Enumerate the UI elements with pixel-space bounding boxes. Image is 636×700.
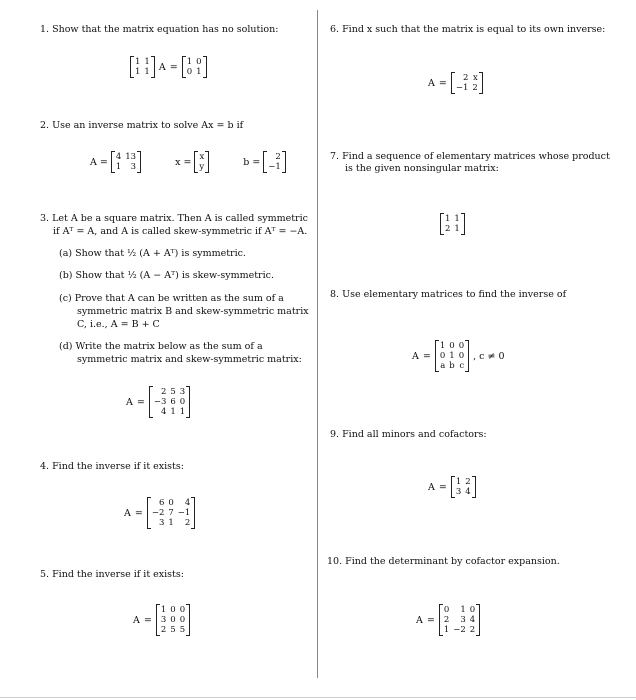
problem-2-text: 2. Use an inverse matrix to solve Ax = b if: [40, 120, 244, 131]
matrix-entry: 2: [462, 73, 469, 83]
problem-5-text: 5. Find the inverse if it exists:: [40, 569, 184, 580]
matrix-entry: 4: [184, 498, 191, 508]
matrix-entry: 2: [445, 224, 451, 234]
matrix-entry: −2: [453, 625, 466, 635]
matrix-entry: 0: [170, 605, 176, 615]
matrix-entry: 1: [170, 407, 176, 417]
problem-3d: (d) Write the matrix below as the sum of a: [59, 341, 263, 352]
problem-3-matrix: [126, 386, 190, 418]
problem-4-text: 4. Find the inverse if it exists:: [40, 461, 184, 472]
var-x: x: [175, 156, 181, 168]
problem-3c-line2: symmetric matrix B and skew-symmetric matrix: [77, 306, 309, 317]
matrix-entry: −1: [455, 83, 469, 93]
bracket-right: [465, 340, 469, 372]
problem-1-text: 1. Show that the matrix equation has no solution:: [40, 24, 279, 35]
matrix-entry: 1: [439, 341, 446, 351]
equals: =: [169, 61, 178, 73]
matrix-entry: 6: [170, 397, 176, 407]
problem-6-text: 6. Find x such that the matrix is equal to its own inverse:: [330, 24, 606, 35]
bracket-right: [476, 604, 480, 636]
bracket-right: [186, 386, 190, 418]
matrix-entry: −2: [151, 508, 165, 518]
matrix-entry: −1: [177, 508, 191, 518]
bracket-right: [137, 151, 141, 173]
var-A: A: [416, 614, 423, 626]
matrix-entry: c: [459, 361, 465, 371]
problem-7-text-line2: is the given nonsingular matrix:: [345, 163, 499, 174]
problem-3d-line2: symmetric matrix and skew-symmetric matrix:: [77, 354, 302, 365]
matrix-entry: y: [199, 162, 205, 172]
problem-3c-line3: C, i.e., A = B + C: [77, 319, 160, 330]
matrix: [435, 340, 469, 372]
equals: =: [426, 614, 435, 626]
matrix: [149, 386, 190, 418]
matrix-entry: 0: [179, 605, 186, 615]
matrix-entry: 2: [160, 625, 167, 635]
bracket-right: [479, 72, 483, 94]
matrix-entry: 2: [160, 387, 167, 397]
problem-8-matrix: [412, 340, 505, 372]
var-A: A: [428, 481, 435, 493]
matrix-entry: 0: [439, 351, 446, 361]
equals: =: [143, 614, 152, 626]
problem-7-text: 7. Find a sequence of elementary matrices whose product: [330, 151, 610, 162]
matrix-entry: 3: [179, 387, 186, 397]
matrix-entry: 7: [168, 508, 174, 518]
problem-1-equation: [130, 56, 207, 78]
problem-2-equations: [90, 151, 286, 173]
matrix-entry: 0: [449, 341, 455, 351]
matrix-entry: 2: [469, 625, 476, 635]
matrix-entry: 6: [158, 498, 165, 508]
matrix: [451, 72, 483, 94]
problem-4-matrix: [124, 497, 195, 529]
matrix-entry: 1: [160, 605, 167, 615]
bracket-right: [282, 151, 286, 173]
problem-9-text: 9. Find all minors and cofactors:: [330, 429, 487, 440]
var-A: A: [90, 156, 97, 168]
matrix-entry: 0: [168, 498, 174, 508]
matrix-entry: 0: [458, 341, 465, 351]
matrix-entry: 1: [135, 57, 141, 67]
matrix-entry: 1: [445, 214, 451, 224]
var-A: A: [428, 77, 435, 89]
problem-7-matrix: [440, 213, 465, 235]
matrix-entry: 3: [160, 615, 167, 625]
matrix-entry: 1: [443, 625, 450, 635]
matrix-entry: 3: [455, 487, 462, 497]
problem-3c: (c) Prove that A can be written as the sum of a: [59, 293, 284, 304]
matrix: [147, 497, 195, 529]
matrix-entry: 1: [454, 214, 460, 224]
page-bottom-rule: [0, 697, 636, 698]
column-divider: [317, 10, 318, 678]
matrix-entry: 2: [443, 615, 450, 625]
var-A: A: [124, 507, 131, 519]
matrix-entry: 1: [179, 407, 186, 417]
bracket-right: [472, 476, 476, 498]
condition: , c ≠ 0: [473, 350, 505, 362]
matrix-entry: −3: [153, 397, 167, 407]
matrix-entry: 3: [158, 518, 165, 528]
problem-3-text-line2: if Aᵀ = A, and A is called skew-symmetric if Aᵀ = −A.: [53, 226, 308, 237]
bracket-right: [151, 56, 155, 78]
matrix-entry: 1: [449, 351, 455, 361]
matrix-entry: 1: [196, 67, 202, 77]
equals: =: [134, 507, 143, 519]
problem-3a: (a) Show that ½ (A + Aᵀ) is symmetric.: [59, 248, 246, 259]
matrix-entry: 1: [186, 57, 193, 67]
problem-10-matrix: [416, 604, 480, 636]
equals: =: [438, 77, 447, 89]
matrix-entry: 1: [455, 477, 462, 487]
matrix-entry: 2: [465, 477, 471, 487]
matrix-entry: 0: [170, 615, 176, 625]
matrix: [111, 151, 141, 173]
equals: =: [252, 156, 261, 168]
matrix-entry: 3: [130, 162, 137, 172]
matrix-entry: 0: [186, 67, 193, 77]
matrix-entry: 2: [472, 83, 478, 93]
equals: =: [136, 396, 145, 408]
matrix-entry: 3: [460, 615, 466, 625]
problem-3-text: 3. Let A be a square matrix. Then A is called symmetric: [40, 213, 308, 224]
matrix-entry: 4: [160, 407, 167, 417]
matrix: [156, 604, 190, 636]
matrix-entry: 0: [179, 397, 186, 407]
matrix-entry: 0: [443, 605, 450, 615]
matrix-entry: 4: [115, 152, 122, 162]
problem-6-matrix: [428, 72, 483, 94]
matrix-entry: 1: [115, 162, 122, 172]
matrix-entry: 0: [469, 605, 476, 615]
equals: =: [183, 156, 192, 168]
vector: [194, 151, 209, 173]
problem-3b: (b) Show that ½ (A − Aᵀ) is skew-symmetric.: [59, 270, 274, 281]
matrix: [130, 56, 155, 78]
bracket-right: [205, 151, 209, 173]
matrix-entry: 5: [179, 625, 186, 635]
problem-8-text: 8. Use elementary matrices to find the inverse of: [330, 289, 567, 300]
bracket-right: [191, 497, 195, 529]
bracket-right: [203, 56, 207, 78]
matrix-entry: 5: [170, 387, 176, 397]
matrix-entry: −1: [268, 162, 281, 172]
problem-9-matrix: [428, 476, 476, 498]
matrix: [451, 476, 476, 498]
var-b: b: [243, 156, 250, 168]
matrix-entry: 4: [469, 615, 476, 625]
equals: =: [422, 350, 431, 362]
matrix: [182, 56, 207, 78]
vector: [263, 151, 286, 173]
bracket-right: [186, 604, 190, 636]
equals: =: [438, 481, 447, 493]
matrix-entry: 2: [275, 152, 281, 162]
matrix-entry: 2: [184, 518, 191, 528]
bracket-right: [461, 213, 465, 235]
matrix-entry: 1: [135, 67, 141, 77]
matrix-entry: a: [440, 361, 446, 371]
matrix-entry: 0: [179, 615, 186, 625]
matrix-entry: 4: [465, 487, 471, 497]
matrix: [440, 213, 465, 235]
var-A: A: [158, 61, 166, 73]
var-A: A: [412, 350, 419, 362]
problem-10-text: 10. Find the determinant by cofactor expansion.: [327, 556, 560, 567]
matrix-entry: 13: [125, 152, 137, 162]
matrix-entry: x: [473, 73, 478, 83]
matrix-entry: 1: [168, 518, 174, 528]
equals: =: [99, 156, 108, 168]
matrix: [439, 604, 480, 636]
problem-5-matrix: [133, 604, 190, 636]
var-A: A: [133, 614, 140, 626]
matrix-entry: 1: [460, 605, 466, 615]
matrix-entry: x: [199, 152, 205, 162]
matrix-entry: b: [449, 361, 455, 371]
matrix-entry: 1: [144, 67, 150, 77]
matrix-entry: 1: [144, 57, 150, 67]
matrix-entry: 0: [196, 57, 202, 67]
matrix-entry: 0: [458, 351, 465, 361]
matrix-entry: 5: [170, 625, 176, 635]
matrix-entry: 1: [454, 224, 460, 234]
var-A: A: [126, 396, 133, 408]
